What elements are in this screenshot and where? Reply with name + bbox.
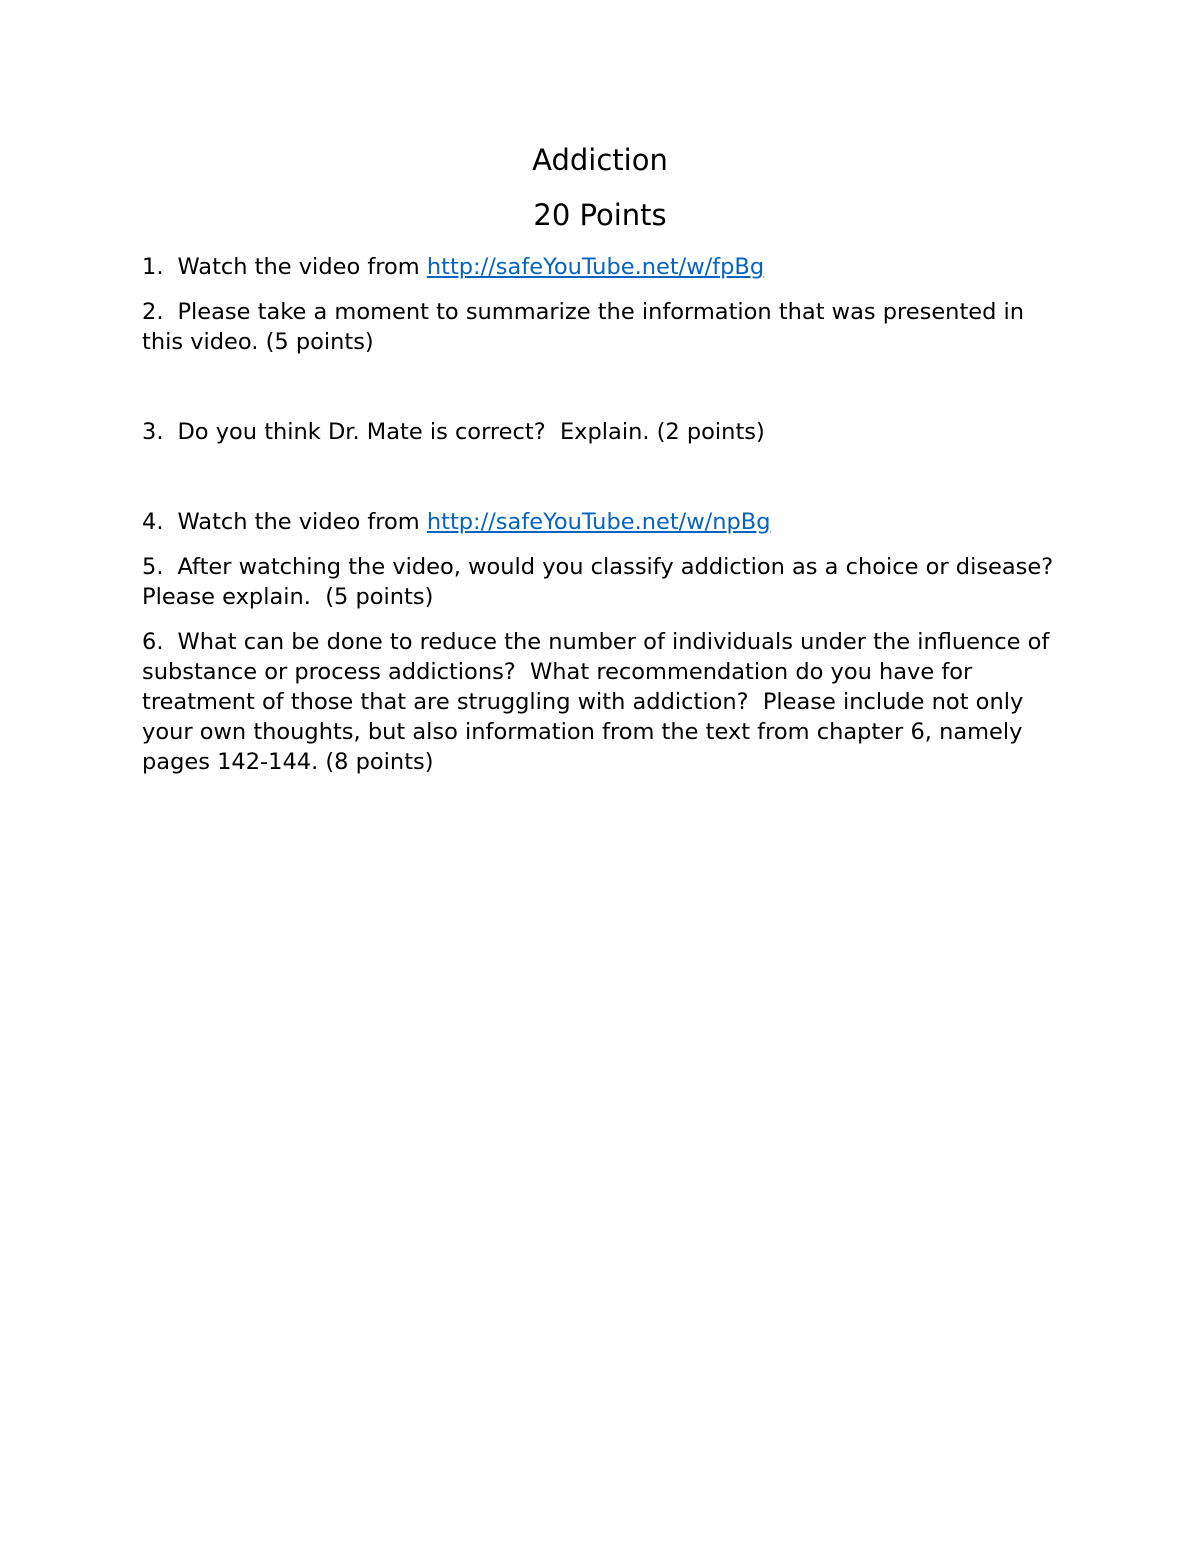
question-number: 6. [142,629,164,655]
video-link-1[interactable]: http://safeYouTube.net/w/fpBg [426,254,765,280]
question-text: Watch the video from [177,254,427,280]
question-number: 4. [142,509,164,535]
document-title: Addiction [532,143,668,177]
question-text: What can be done to reduce the number of individuals under the influence of substance or process addictions? What recommendation do you have for treatment of those that are struggling with addiction? Please include not only your own thoughts, but also information from the text from chapter 6, namely pages 142-144. (8 points) [142,629,1057,775]
question-number: 1. [142,254,164,280]
video-link-2[interactable]: http://safeYouTube.net/w/npBg [426,509,771,535]
question-5 [142,552,1068,612]
question-2 [142,297,1062,357]
question-3 [142,417,1062,447]
question-text: After watching the video, would you classify addiction as a choice or disease? Please explain. (5 points) [142,554,1068,610]
question-number: 2. [142,299,164,325]
question-6 [142,627,1062,777]
question-text: Watch the video from [177,509,427,535]
question-text: Please take a moment to summarize the information that was presented in this video. (5 points) [142,299,1025,355]
question-1 [142,252,1062,282]
total-points: 20 Points [533,198,667,232]
question-text: Do you think Dr. Mate is correct? Explain. (2 points) [177,419,765,445]
question-number: 3. [142,419,164,445]
question-4 [142,507,1062,537]
question-number: 5. [142,554,164,580]
